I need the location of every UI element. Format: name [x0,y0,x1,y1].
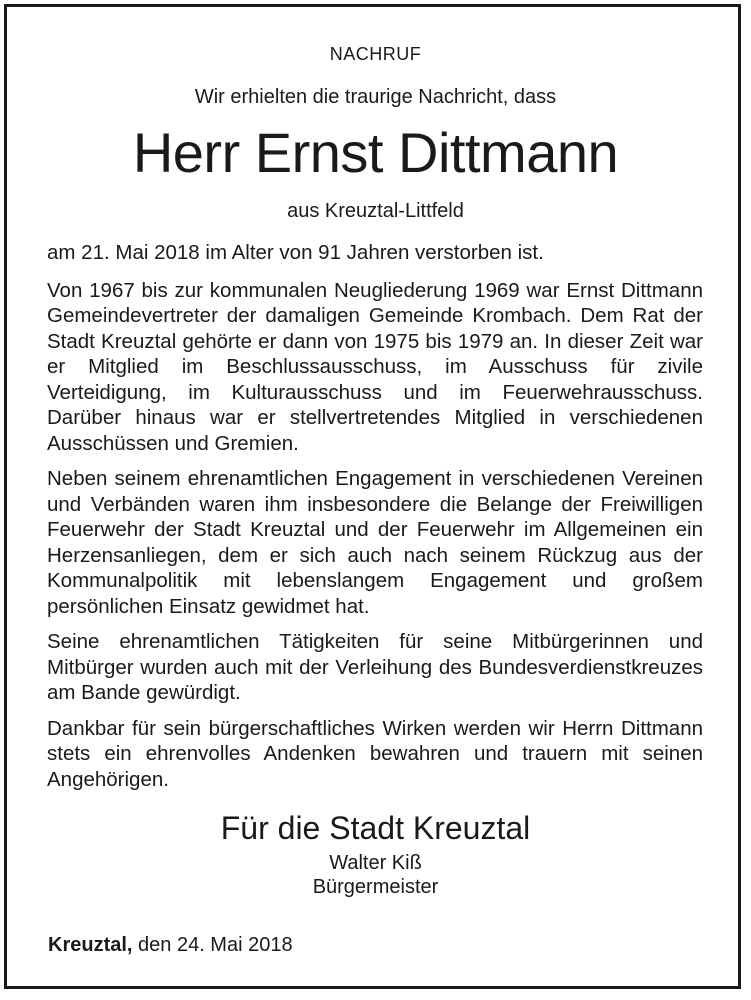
signature-role: Bürgermeister [312,876,439,898]
origin-line: aus Kreuztal-Littfeld [287,200,464,222]
paragraph-death-date: am 21. Mai 2018 im Alter von 91 Jahren verstorben ist. [47,241,544,264]
notice-heading: NACHRUF [329,44,422,64]
intro-line: Wir erhielten die traurige Nachricht, dass [194,86,557,108]
dateline-place: Kreuztal, [48,934,133,956]
signature-title: Für die Stadt Kreuztal [220,810,531,846]
dateline-date: den 24. Mai 2018 [132,934,293,956]
signature-name: Walter Kiß [329,852,422,874]
paragraph-council: Von 1967 bis zur kommunalen Neugliederung 1969 war Ernst Dittmann Gemeindevertreter der damaligen Gemeinde Krombach. Dem Rat der Stadt Kreuztal gehörte er dann von 1975 bis 1979 an. In dieser Zeit war er Mitglied im Beschlussausschuss, im Ausschuss für zivile Verteidigung, im Kulturausschuss und im Feuerwehrausschuss. Darüber hinaus war er stellvertretendes Mitglied in verschiedenen Ausschüssen und Gremien. [47,278,703,455]
dateline [48,934,293,957]
paragraph-engagement: Neben seinem ehrenamtlichen Engagement in verschiedenen Vereinen und Verbänden waren ihm insbesondere die Belange der Freiwilligen Feuerwehr der Stadt Kreuztal und der Feuerwehr im Allgemeinen ein Herzensanliegen, dem er sich auch nach seinem Rückzug aus der Kommunalpolitik mit lebenslangem Engagement und großem persönlichen Einsatz gewidmet hat. [47,467,703,618]
deceased-name: Herr Ernst Dittmann [132,121,619,184]
paragraph-honors: Seine ehrenamtlichen Tätigkeiten für seine Mitbürgerinnen und Mitbürger wurden auch mit der Verleihung des Bundesverdienstkreuzes am Bande gewürdigt. [47,630,703,704]
notice-body [47,240,703,802]
paragraph-thanks: Dankbar für sein bürgerschaftliches Wirken werden wir Herrn Dittmann stets ein ehrenvolles Andenken bewahren und trauern mit seinen Angehörigen. [47,716,703,791]
